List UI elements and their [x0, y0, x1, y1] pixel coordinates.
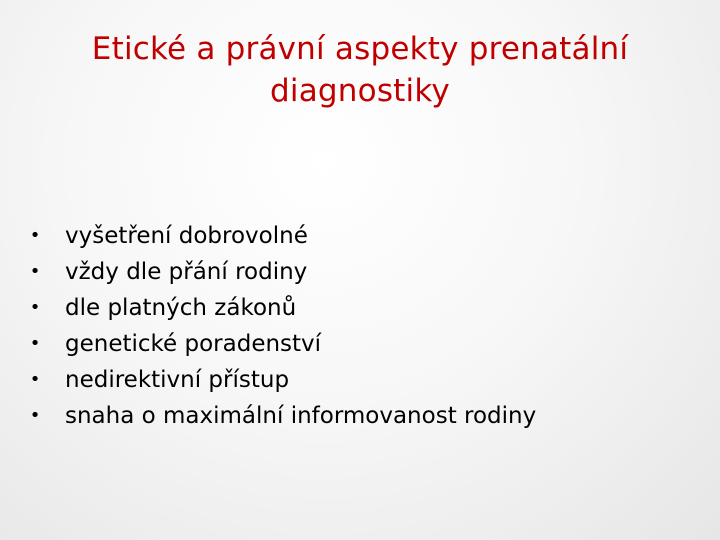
bullet-text: vždy dle přání rodiny — [65, 259, 308, 285]
bullet-dot-icon: • — [29, 333, 41, 354]
title-line-1: Etické a právní aspekty prenatální — [91, 31, 629, 67]
bullet-text: dle platných zákonů — [65, 295, 297, 321]
bullet-text: genetické poradenství — [65, 331, 322, 357]
bullet-dot-icon: • — [29, 225, 41, 246]
bullet-dot-icon: • — [29, 297, 41, 318]
bullet-text: snaha o maximální informovanost rodiny — [65, 403, 537, 429]
bullet-text: nedirektivní přístup — [65, 367, 290, 393]
bullet-dot-icon: • — [29, 261, 41, 282]
title-line-2: diagnostiky — [270, 73, 450, 109]
slide-title — [40, 28, 680, 112]
bullet-text: vyšetření dobrovolné — [65, 223, 308, 249]
bullet-dot-icon: • — [29, 369, 41, 390]
bullet-dot-icon: • — [29, 405, 41, 426]
